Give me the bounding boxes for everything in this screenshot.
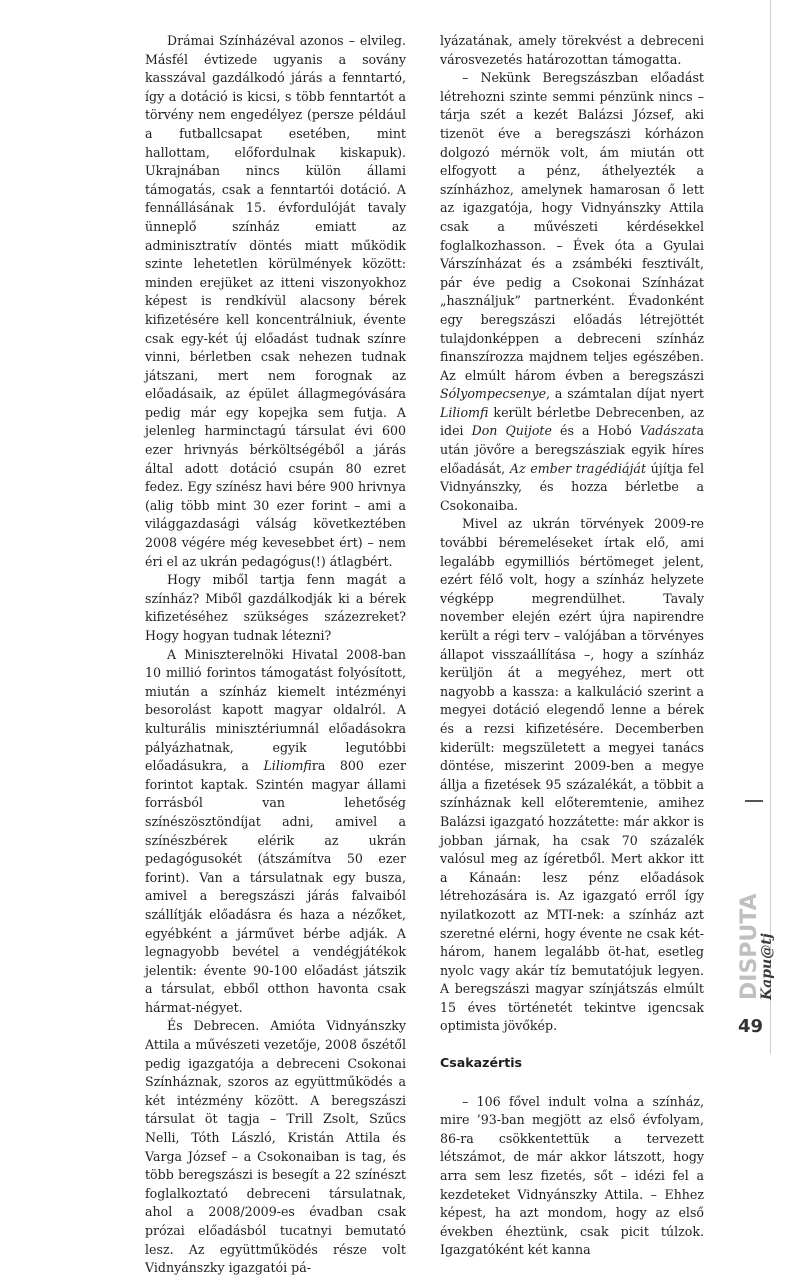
- section-label: DISPUTA: [737, 893, 762, 1000]
- italic-title: Vadászat: [639, 423, 697, 439]
- text-run: A Miniszterelnöki Hivatal 2008-ban 10 millió forintos támogatást folyósított, miután a színház kiemelt intézményi besorolást kapott magyar oldalról. A kulturális minisztériumnál előadásokra pályázhatnak, egyik legutóbbi előadásukra, a: [145, 646, 406, 774]
- italic-title: Az ember tragédiáját: [509, 460, 647, 476]
- column-left: [145, 32, 406, 1278]
- paragraph: [440, 1093, 704, 1260]
- text-run: Hogy miből tartja fenn magát a színház? Miből gazdálkodják ki a bérek kifizetéséhez szükséges százezreket? Hogy hogyan tudnak létezni?: [145, 572, 406, 643]
- paragraph: [440, 69, 704, 515]
- text-run: – Nekünk Beregszászban előadást létrehozni szinte semmi pénzünk nincs – tárja szét a kezét Balázsi József, aki tizenöt éve a beregszászi kórházon dolgozó mérnök volt, ám miután ott elfogyott a pénz, áthelyezték a színházhoz, amelynek hamarosan ő lett az igazgatója, hogy Vidnyánszky Attila csak a művészeti kérdésekkel foglalkozhasson. – Évek óta a Gyulai Várszínházat és a zsámbéki fesztivált, pár éve pedig a Csokonai Színházat „használjuk” partnerként. Évadonként egy beregszászi előadás létrejöttét tulajdonképpen a debreceni színház finanszírozza majdnem teljes egészében. Az elmúlt három évben a beregszászi: [440, 70, 704, 383]
- paragraph: [145, 1017, 406, 1277]
- text-run: És Debrecen. Amióta Vidnyánszky Attila a művészeti vezetője, 2008 őszétől pedig igazgatója a debreceni Csokonai Színháznak, szoros az együttműködés a két intézmény között. A beregszászi társulat öt tagja – Trill Zsolt, Szűcs Nelli, Tóth László, Kristán Attila és Varga József – a Csokonaiban is tag, és több beregszászi is besegít a 22 színészt foglalkoztató debreceni társulatnak, ahol a 2008/2009-es évadban csak prózai előadásból tucatnyi bemutató lesz. Az együttműködés része volt Vidnyánszky igazgatói pá-: [145, 1018, 406, 1276]
- text-run: Mivel az ukrán törvények 2009-re további béremeléseket írtak elő, ami legalább egymilliós bértömeget jelent, ezért félő volt, hogy a színház helyzete végképp megrendülhet. Tavaly november elején ezért újra napirendre került a régi terv – valójában a törvényes állapot visszaállítása –, hogy a színház kerüljön át a megyéhez, mert ott nagyobb a kassza: a kalkuláció szerint a megyei dotáció elegendő lenne a bérek és a rezsi kifizetésére. Decemberben kiderült: megszületett a megyei tanács döntése, miszerint 2009-ben a megye állja a fizetések 95 százalékát, a többit a színháznak kell előteremtenie, amihez Balázsi igazgató hozzátette: már akkor is jobban járnak, ha csak 70 százalék valósul meg az ígéretből. Mert akkor itt a Kánaán: lesz pénz előadások létrehozására is. Az igazgató erről így nyilatkozott az MTI-nek: a színház azt szeretné elérni, hogy évente ne csak két-három, hanem legalább öt-hat, esetleg nyolc vagy akár tíz bemutatójuk legyen. A beregszászi magyar színjátszás elmúlt 15 éves történetét tekintve igencsak optimista jövőkép.: [440, 516, 704, 1034]
- text-run: ra 800 ezer forintot kaptak. Szintén magyar állami forrásból van lehetőség színészösztöndíjat adni, amivel a színészbérek elérik az ukrán pedagógusokét (átszámítva 50 ezer forint). Van a társulatnak egy busza, amivel a beregszászi járás falvaiból szállítják előadásra és haza a nézőket, egyébként a járművet bérbe adják. A legnagyobb bevétel a vendégjátékok jelentik: évente 90-100 előadást játszik a társulat, ebből otthon havonta csak hármat-négyet.: [145, 758, 406, 1015]
- italic-title: Liliomfi: [440, 404, 489, 420]
- text-run: a után jövőre a beregszásziak egyik híres előadását,: [440, 423, 704, 476]
- paragraph: [145, 646, 406, 1018]
- text-run: újítja fel Vidnyánszky, és hozza bérletbe a Csokonaiba.: [440, 460, 705, 513]
- text-run: Drámai Színházéval azonos – elvileg. Másfél évtizede ugyanis a sovány kasszával gazdálkodó járás a fenntartó, így a dotáció is kicsi, s több fenntartót a törvény nem engedélyez (persze például a futballcsapat esetében, mint hallottam, előfordulnak kiskapuk). Ukrajnában nincs külön állami támogatás, csak a fenntartói dotáció. A fennállásának 15. évfordulóját tavaly ünneplő színház emiatt az adminisztratív döntés miatt működik szinte lehetetlen körülmények között: minden erejüket az itteni viszonyokhoz képest is rendkívül alacsony bérek kifizetésére kell koncentrálniuk, évente csak egy-két új előadást tudnak színre vinni, bérletben csak nehezen tudnak játszani, mert nem forognak az előadásaik, az épület állagmegóvására pedig már egy kopejka sem futja. A jelenleg harminctagú társulat évi 600 ezer hrivnyás bérköltségéből a járás által adott dotáció csupán 80 ezret fedez. Egy színész havi bére 900 hrivnya (alig több mint 30 ezer forint – ami a világgazdasági válság következtében 2008 végére még kevesebbet ért) – nem éri el az ukrán pedagógus(!) átlagbért.: [145, 33, 406, 569]
- italic-title: Don Quijote: [471, 423, 552, 439]
- paragraph: [440, 515, 704, 1036]
- text-run: , a számtalan díjat nyert: [546, 386, 704, 402]
- section-heading: Csakazértis: [440, 1055, 523, 1071]
- text-run: lyázatának, amely törekvést a debreceni városvezetés határozottan támogatta.: [440, 33, 704, 67]
- paragraph: [145, 571, 406, 645]
- italic-title: Liliomfi: [263, 758, 312, 774]
- paragraph: [145, 32, 406, 571]
- text-run: – 106 fővel indult volna a színház, mire ’93-ban megjött az első évfolyam, 86-ra csökkentettük a tervezett létszámot, de már akkor látszott, hogy arra sem lesz fizetés, sőt – idézi fel a kezdeteket Vidnyánszky Attila. – Ehhez képest, ha azt mondom, hogy az első években éheztünk, csak picit túlzok. Igazgatóként két kanna: [440, 1093, 704, 1258]
- text-run: és a Hobó: [551, 423, 640, 439]
- paragraph: [440, 32, 704, 69]
- page-number: 49: [738, 1016, 764, 1037]
- magazine-name: Kapu@tj: [759, 933, 775, 1000]
- section-brand: [732, 804, 776, 1004]
- column-right: [440, 32, 704, 1260]
- text-run: került bérletbe Debrecenben, az idei: [440, 404, 704, 439]
- sidebar-rule: [745, 800, 763, 802]
- italic-title: Sólyompecsenye: [440, 386, 547, 402]
